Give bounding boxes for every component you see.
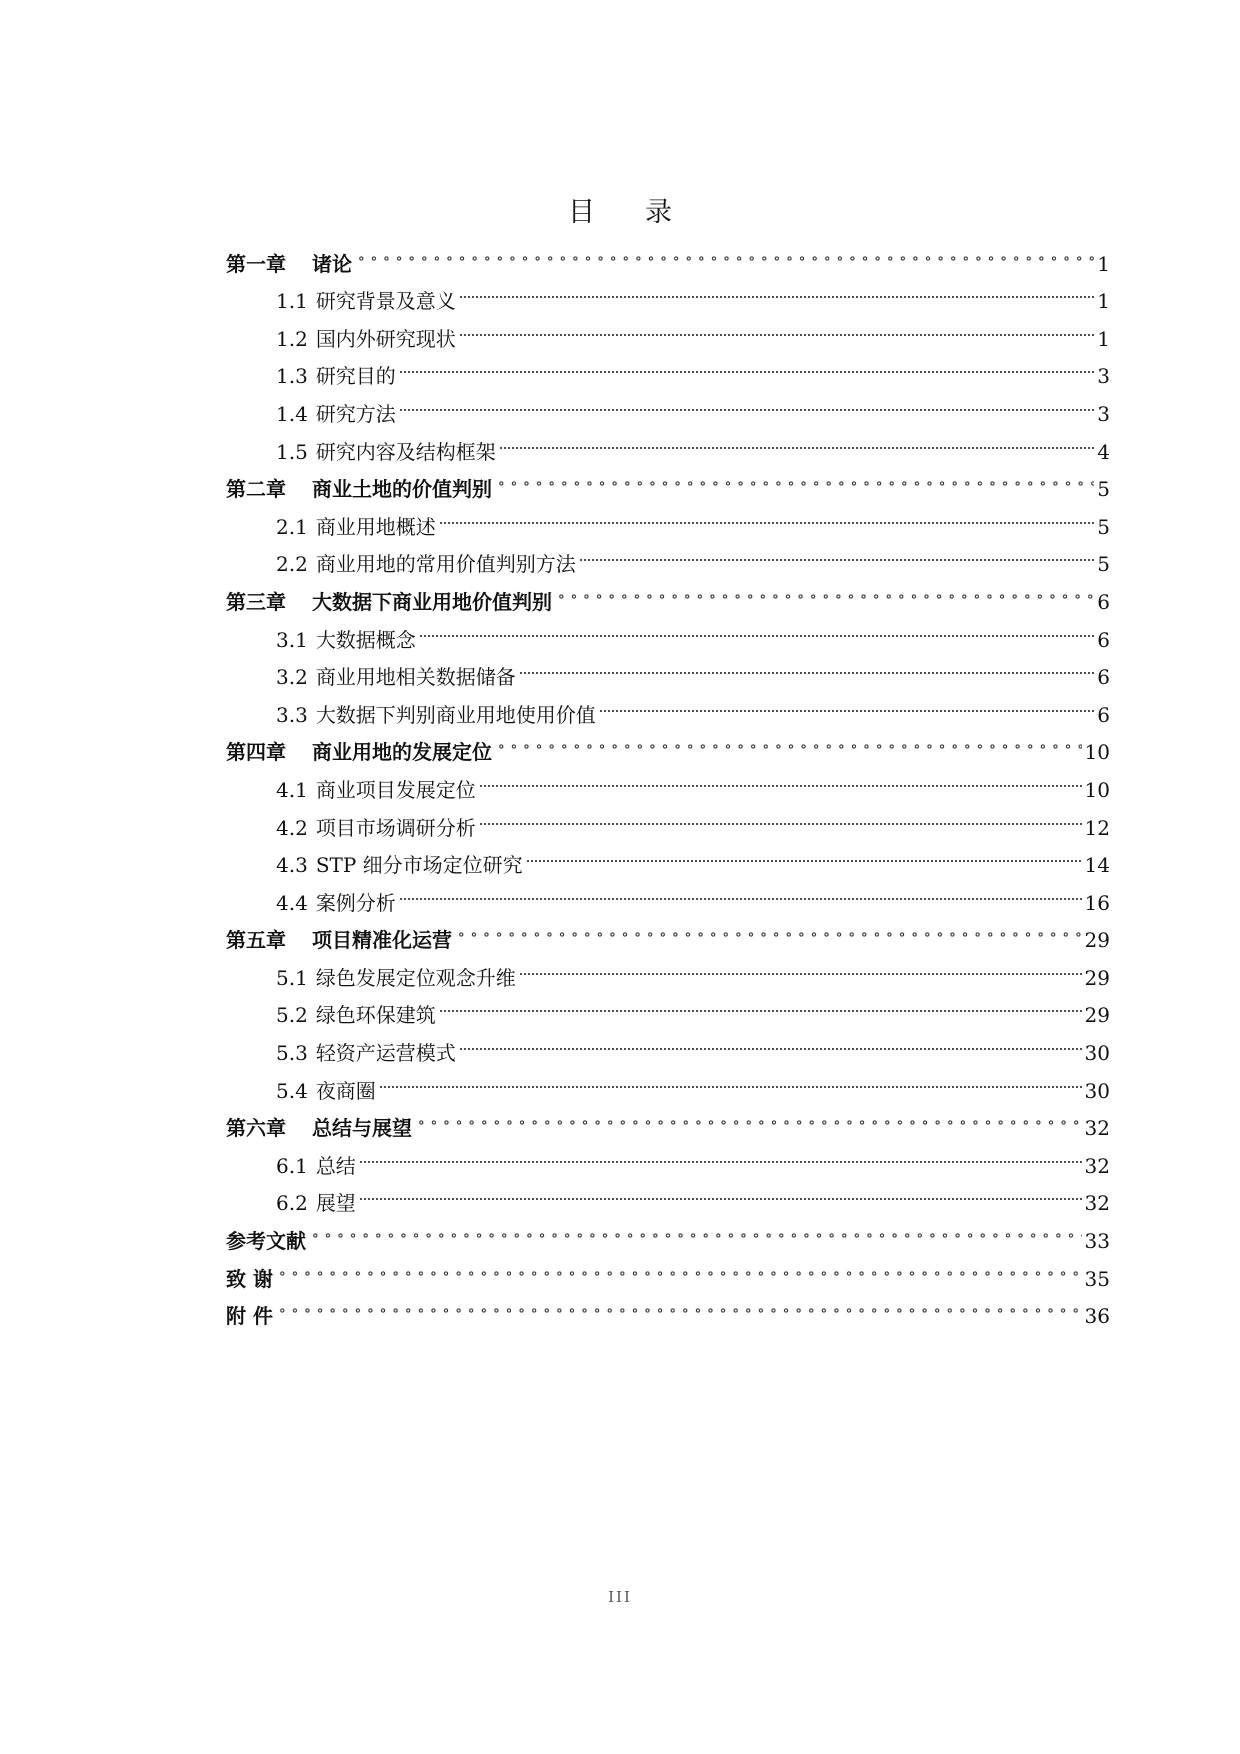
page-number: 6	[1097, 702, 1110, 727]
toc-entry-title: 轻资产运营模式	[315, 1041, 456, 1066]
dot-leader	[479, 759, 1082, 797]
chapter-number: 第二章	[226, 477, 286, 502]
page-number: 6	[1097, 665, 1110, 690]
toc-section-entry[interactable]	[226, 1173, 1110, 1216]
page-number: 3	[1097, 401, 1110, 426]
page-number: 29	[1084, 928, 1110, 953]
section-number: 5.3	[276, 1041, 308, 1066]
toc-entry-title: 诸论	[312, 251, 352, 276]
chapter-number: 第四章	[226, 740, 286, 765]
dot-leader	[309, 1210, 1082, 1248]
page-title	[0, 190, 1240, 229]
section-number: 1.4	[276, 401, 308, 426]
toc-entry-title: 研究内容及结构框架	[315, 439, 496, 464]
section-number: 1.2	[276, 326, 308, 351]
toc-chapter-entry[interactable]	[226, 1286, 1110, 1329]
dot-leader	[355, 233, 1094, 271]
page-number: 5	[1097, 477, 1110, 502]
page-number: 16	[1084, 890, 1110, 915]
section-number: 3.1	[276, 627, 308, 652]
section-number: 4.2	[276, 815, 308, 840]
page-number: 29	[1084, 1003, 1110, 1028]
page-number: 29	[1084, 965, 1110, 990]
dot-leader	[276, 1248, 1082, 1286]
dot-leader	[276, 1286, 1082, 1324]
page-number: 1	[1097, 251, 1110, 276]
section-number: 6.1	[276, 1153, 308, 1178]
page-number: 36	[1084, 1304, 1110, 1329]
page-number: 32	[1084, 1116, 1110, 1141]
dot-leader	[359, 1173, 1082, 1211]
section-number: 1.3	[276, 364, 308, 389]
page-number: 12	[1084, 815, 1110, 840]
dot-leader	[599, 684, 1094, 722]
page-number: 33	[1084, 1229, 1110, 1254]
title-char-1: 目	[568, 197, 595, 228]
page-number: 32	[1084, 1153, 1110, 1178]
dot-leader	[439, 985, 1082, 1023]
dot-leader	[459, 1022, 1082, 1060]
toc-chapter-entry[interactable]	[226, 1210, 1110, 1254]
toc-entry-title: 绿色发展定位观念升维	[315, 965, 516, 990]
page-number: 5	[1097, 514, 1110, 539]
chapter-number: 第三章	[226, 589, 286, 614]
toc-entry-title: 夜商圈	[315, 1078, 376, 1103]
toc-entry-title: 商业用地的发展定位	[312, 740, 492, 765]
toc-chapter-entry[interactable]	[226, 233, 1110, 276]
section-number: 1.1	[276, 289, 308, 314]
page-number: 10	[1084, 740, 1110, 765]
section-number: 4.4	[276, 890, 308, 915]
chapter-number: 第六章	[226, 1116, 286, 1141]
toc-entry-title: 总结与展望	[312, 1116, 412, 1141]
toc-entry-title: 总结	[315, 1153, 356, 1178]
section-number: 2.2	[276, 552, 308, 577]
section-number: 4.1	[276, 777, 308, 802]
dot-leader	[459, 271, 1094, 309]
page-number: 32	[1084, 1191, 1110, 1216]
page-number: 35	[1084, 1266, 1110, 1291]
toc-entry-title: 商业土地的价值判别	[312, 477, 492, 502]
page-number: 30	[1084, 1078, 1110, 1103]
page-number: 1	[1097, 289, 1110, 314]
toc-entry-title: 研究目的	[315, 364, 396, 389]
page-number: 4	[1097, 439, 1110, 464]
dot-leader	[579, 534, 1094, 572]
toc-entry-title: 附 件	[226, 1304, 273, 1329]
page-number: 6	[1097, 589, 1110, 614]
section-number: 5.1	[276, 965, 308, 990]
dot-leader	[495, 722, 1082, 760]
toc-chapter-entry[interactable]	[226, 1248, 1110, 1291]
toc-entry-title: 商业用地的常用价值判别方法	[315, 552, 576, 577]
dot-leader	[399, 872, 1082, 910]
page-number: 6	[1097, 627, 1110, 652]
section-number: 3.2	[276, 665, 308, 690]
chapter-number: 第五章	[226, 928, 286, 953]
section-number: 5.2	[276, 1003, 308, 1028]
toc-entry-title: 致 谢	[226, 1266, 273, 1291]
toc-entry-title: 商业项目发展定位	[315, 777, 476, 802]
dot-leader	[359, 1135, 1082, 1173]
dot-leader	[519, 947, 1082, 985]
dot-leader	[399, 383, 1094, 421]
toc-entry-title: 国内外研究现状	[315, 326, 456, 351]
toc-entry-title: 大数据概念	[315, 627, 416, 652]
toc-entry-title: 研究背景及意义	[315, 289, 456, 314]
toc-entry-title: 展望	[315, 1191, 356, 1216]
dot-leader	[479, 797, 1082, 835]
dot-leader	[459, 308, 1094, 346]
dot-leader	[495, 459, 1094, 497]
page-number: 10	[1084, 777, 1110, 802]
toc-entry-title: 项目市场调研分析	[315, 815, 476, 840]
dot-leader	[439, 496, 1094, 534]
page-number: 14	[1084, 853, 1110, 878]
section-number: 6.2	[276, 1191, 308, 1216]
dot-leader	[379, 1060, 1082, 1098]
page-number: 30	[1084, 1041, 1110, 1066]
page-number: 5	[1097, 552, 1110, 577]
chapter-number: 第一章	[226, 251, 286, 276]
toc-entry-title: 绿色环保建筑	[315, 1003, 436, 1028]
page-number: 1	[1097, 326, 1110, 351]
table-of-contents	[226, 233, 1110, 1329]
dot-leader	[526, 835, 1082, 873]
toc-section-entry[interactable]	[226, 1135, 1110, 1178]
toc-entry-title: 案例分析	[315, 890, 396, 915]
dot-leader	[519, 647, 1094, 685]
dot-leader	[555, 571, 1094, 609]
section-number: 1.5	[276, 439, 308, 464]
section-number: 4.3	[276, 853, 308, 878]
toc-section-entry[interactable]	[226, 271, 1110, 314]
toc-entry-title: STP 细分市场定位研究	[315, 853, 523, 878]
dot-leader	[419, 609, 1094, 647]
toc-entry-title: 大数据下判别商业用地使用价值	[315, 702, 596, 727]
page-number-footer: III	[608, 1588, 632, 1606]
toc-entry-title: 参考文献	[226, 1229, 306, 1254]
section-number: 2.1	[276, 514, 308, 539]
toc-entry-title: 项目精准化运营	[312, 928, 452, 953]
title-char-2: 录	[645, 197, 672, 228]
toc-entry-title: 大数据下商业用地价值判别	[312, 589, 552, 614]
dot-leader	[399, 346, 1094, 384]
section-number: 5.4	[276, 1078, 308, 1103]
dot-leader	[499, 421, 1094, 459]
section-number: 3.3	[276, 702, 308, 727]
dot-leader	[455, 910, 1082, 948]
toc-entry-title: 商业用地相关数据储备	[315, 665, 516, 690]
dot-leader	[415, 1098, 1082, 1136]
toc-entry-title: 商业用地概述	[315, 514, 436, 539]
page-number: 3	[1097, 364, 1110, 389]
toc-entry-title: 研究方法	[315, 401, 396, 426]
